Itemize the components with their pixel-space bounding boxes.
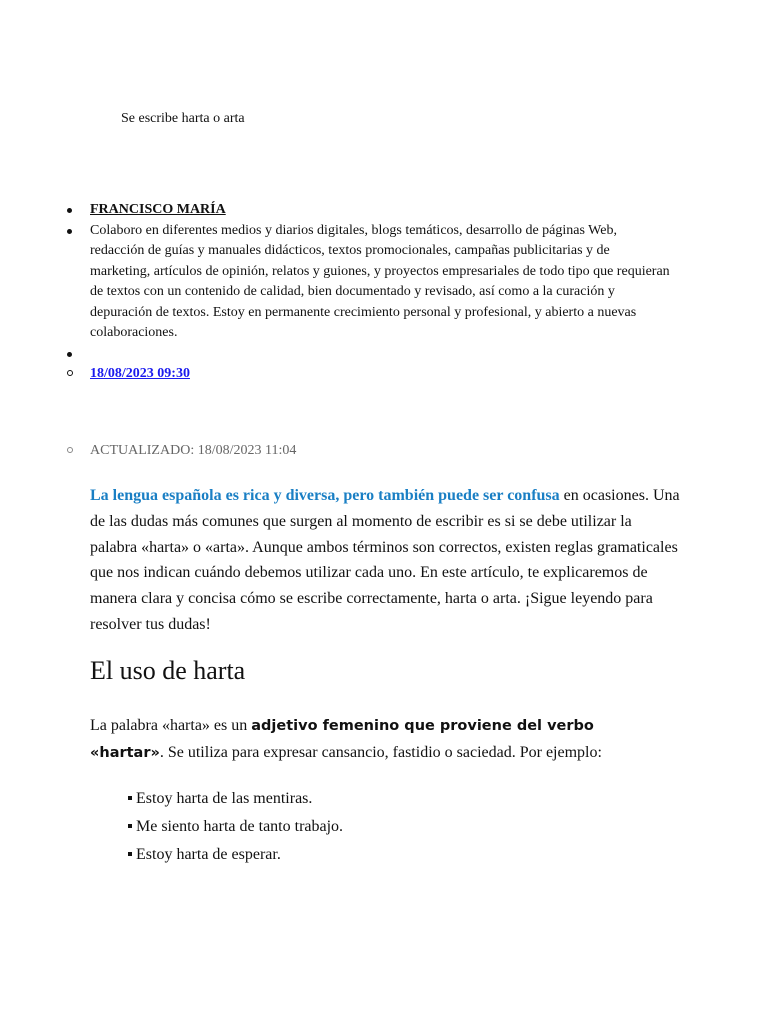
bullet-dot-icon	[67, 208, 72, 213]
author-bio-item	[90, 221, 670, 344]
intro-paragraph	[90, 483, 680, 638]
paragraph-text-start: La palabra «harta» es un	[90, 717, 252, 734]
square-bullet-icon	[128, 852, 132, 856]
author-bio: Colaboro en diferentes medios y diarios digitales, blogs temáticos, desarrollo de páginas Web, redacción de guías y manuales didácticos, textos promocionales, campañas publicitarias y de marketing, artículos de opinión, relatos y guiones, y proyectos empresariales de todo tipo que requieran de textos con un contenido de calidad, bien documentado y revisado, así como a la curación y depuración de textos. Estoy en permanente crecimiento personal y profesional, y abierto a nuevas colaboraciones.	[90, 222, 670, 340]
paragraph-text-end: . Se utiliza para expresar cansancio, fastidio o saciedad. Por ejemplo:	[159, 743, 602, 761]
example-text: Estoy harta de esperar.	[136, 846, 281, 863]
intro-highlight: La lengua española es rica y diversa, pero también puede ser confusa	[90, 487, 560, 504]
author-name-item	[90, 200, 670, 221]
example-text: Estoy harta de las mentiras.	[136, 790, 313, 807]
updated-date-item	[90, 442, 296, 460]
bullet-circle-icon	[67, 370, 73, 376]
empty-list-item	[90, 344, 670, 364]
section-paragraph	[90, 713, 670, 766]
list-item	[128, 841, 343, 869]
list-item	[128, 813, 343, 841]
publish-date-item	[90, 365, 190, 383]
section-heading: El uso de harta	[90, 656, 246, 685]
author-name-link[interactable]: FRANCISCO MARÍA	[90, 202, 226, 217]
author-info-list	[90, 200, 670, 364]
examples-list	[128, 785, 343, 869]
publish-date-link[interactable]: 18/08/2023 09:30	[90, 366, 190, 381]
square-bullet-icon	[128, 796, 132, 800]
updated-date: ACTUALIZADO: 18/08/2023 11:04	[90, 443, 297, 458]
intro-text: en ocasiones. Una de las dudas más comunes que surgen al momento de escribir es si se debe utilizar la palabra «harta» o «arta». Aunque ambos términos son correctos, existen reglas gramaticales que nos indican cuándo debemos utilizar cada uno. En este artículo, te explicaremos de manera clara y concisa cómo se escribe correctamente, harta o arta. ¡Sigue leyendo para resolver tus dudas!	[90, 487, 680, 633]
square-bullet-icon	[128, 824, 132, 828]
example-text: Me siento harta de tanto trabajo.	[136, 818, 344, 835]
list-item	[128, 785, 343, 813]
bullet-dot-icon	[67, 229, 72, 234]
bullet-dot-icon	[67, 352, 72, 357]
paragraph-bold-text: adjetivo femenino que proviene del verbo «hartar»	[90, 718, 594, 761]
bullet-circle-icon	[67, 447, 73, 453]
document-title: Se escribe harta o arta	[121, 111, 245, 126]
